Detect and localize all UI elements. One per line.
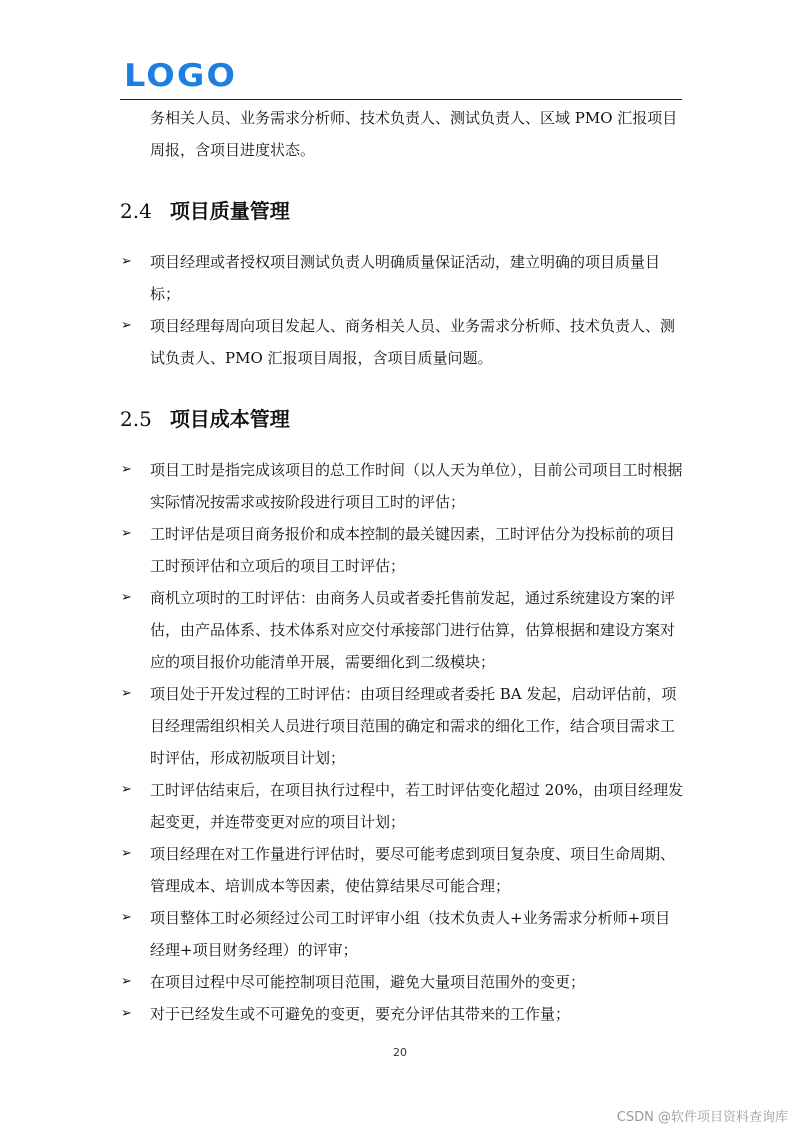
page-number: 20 xyxy=(393,1046,407,1059)
section-cost xyxy=(120,405,685,1030)
list-item xyxy=(120,774,685,838)
arrow-bullet-icon: ➢ xyxy=(121,974,132,989)
arrow-bullet-icon: ➢ xyxy=(121,318,132,333)
list-item xyxy=(120,902,685,966)
bullet-list xyxy=(120,246,685,374)
company-logo: LOGO xyxy=(124,58,238,94)
list-item xyxy=(120,678,685,774)
bullet-list xyxy=(120,454,685,1030)
list-item xyxy=(120,966,685,998)
list-item-text: 项目处于开发过程的工时评估：由项目经理或者委托 BA 发起，启动评估前，项目经理需组织相关人员进行项目范围的确定和需求的细化工作，结合项目需求工时评估，形成初版项目计划； xyxy=(150,685,677,767)
list-item-text: 工时评估是项目商务报价和成本控制的最关键因素，工时评估分为投标前的项目工时预评估和立项后的项目工时评估； xyxy=(150,525,676,575)
list-item-text: 在项目过程中尽可能控制项目范围，避免大量项目范围外的变更； xyxy=(150,973,586,991)
arrow-bullet-icon: ➢ xyxy=(121,782,132,797)
section-heading xyxy=(120,197,685,225)
list-item-text: 项目整体工时必须经过公司工时评审小组（技术负责人+业务需求分析师+项目经理+项目财务经理）的评审； xyxy=(150,909,671,959)
arrow-bullet-icon: ➢ xyxy=(121,462,132,477)
arrow-bullet-icon: ➢ xyxy=(121,686,132,701)
list-item xyxy=(120,582,685,678)
arrow-bullet-icon: ➢ xyxy=(121,254,132,269)
list-item-text: 项目经理每周向项目发起人、商务相关人员、业务需求分析师、技术负责人、测试负责人、PMO 汇报项目周报，含项目质量问题。 xyxy=(150,317,676,367)
arrow-bullet-icon: ➢ xyxy=(121,910,132,925)
list-item-text: 项目工时是指完成该项目的总工作时间（以人天为单位），目前公司项目工时根据实际情况按需求或按阶段进行项目工时的评估； xyxy=(150,461,683,511)
list-item-text: 项目经理在对工作量进行评估时，要尽可能考虑到项目复杂度、项目生命周期、管理成本、培训成本等因素，使估算结果尽可能合理； xyxy=(150,845,676,895)
section-number: 2.4 xyxy=(120,199,152,223)
section-number: 2.5 xyxy=(120,407,152,431)
list-item-text: 商机立项时的工时评估：由商务人员或者委托售前发起，通过系统建设方案的评估，由产品体系、技术体系对应交付承接部门进行估算，估算根据和建设方案对应的项目报价功能清单开展，需要细化到二级模块； xyxy=(150,589,676,671)
arrow-bullet-icon: ➢ xyxy=(121,1006,132,1021)
section-quality xyxy=(120,197,685,374)
arrow-bullet-icon: ➢ xyxy=(121,526,132,541)
header-divider xyxy=(120,99,682,100)
arrow-bullet-icon: ➢ xyxy=(121,846,132,861)
list-item xyxy=(120,838,685,902)
list-item xyxy=(120,518,685,582)
list-item-text: 对于已经发生或不可避免的变更，要充分评估其带来的工作量； xyxy=(150,1005,571,1023)
section-title: 项目质量管理 xyxy=(169,199,290,223)
document-body xyxy=(120,102,685,1030)
list-item-text: 工时评估结束后，在项目执行过程中，若工时评估变化超过 20%，由项目经理发起变更，并连带变更对应的项目计划； xyxy=(150,781,684,831)
list-item xyxy=(120,246,685,310)
list-item xyxy=(120,310,685,374)
continued-paragraph: 务相关人员、业务需求分析师、技术负责人、测试负责人、区域 PMO 汇报项目周报，含项目进度状态。 xyxy=(150,109,678,159)
section-heading xyxy=(120,405,685,433)
list-item-text: 项目经理或者授权项目测试负责人明确质量保证活动，建立明确的项目质量目标； xyxy=(150,253,661,303)
section-title: 项目成本管理 xyxy=(169,407,290,431)
csdn-watermark: CSDN @软件项目资料查询库 xyxy=(616,1110,788,1125)
list-item xyxy=(120,998,685,1030)
list-item xyxy=(120,454,685,518)
arrow-bullet-icon: ➢ xyxy=(121,590,132,605)
